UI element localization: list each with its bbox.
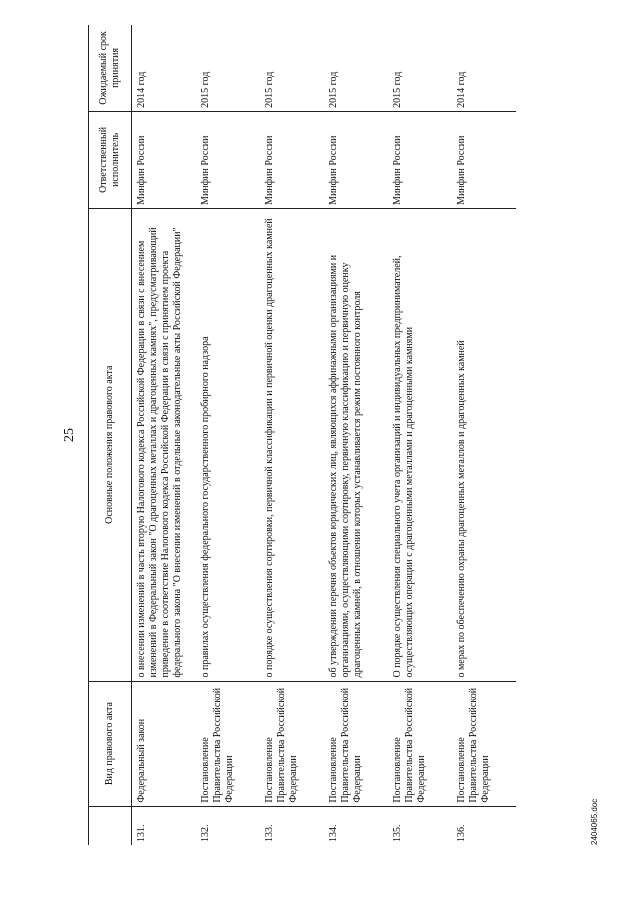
- table-row: [196, 25, 260, 845]
- header-act-type: Вид правового акта: [89, 681, 132, 806]
- act-provisions: о правилах осуществления федерального государственного пробирного надзора: [196, 208, 260, 681]
- act-executor: Минфин России: [196, 111, 260, 208]
- header-executor: Ответственный исполнитель: [89, 111, 132, 208]
- document-file-code: 2404065.doc: [590, 798, 599, 845]
- row-number: 135.: [392, 824, 403, 842]
- header-provisions: Основные положения правового акта: [89, 208, 132, 681]
- act-type: Постановление Правительства Российской Федерации: [196, 681, 260, 806]
- row-number: 133.: [264, 824, 275, 842]
- act-provisions: о внесении изменений в часть вторую Налогового кодекса Российской Федерации в связи с внесением изменений в Федеральный закон "О драгоценных металлах и драгоценных камнях", предусматривающий приведение в соответствие Налогового кодекса Российской Федерации в связи с принятием проекта федерального закона "О внесении изменений в отдельные законодательные акты Российской Федерации": [132, 208, 197, 681]
- act-term: 2014 год: [452, 25, 516, 111]
- act-type: Постановление Правительства Российской Федерации: [452, 681, 516, 806]
- table-row: [388, 25, 452, 845]
- act-provisions: О порядке осуществления специального учета организаций и индивидуальных предпринимателей, осуществляющих операции с драгоценными металлами и драгоценными камнями: [388, 208, 452, 681]
- act-term: 2015 год: [388, 25, 452, 111]
- act-type: Федеральный закон: [132, 681, 197, 806]
- table-header-row: [89, 25, 132, 845]
- act-type: Постановление Правительства Российской Федерации: [324, 681, 388, 806]
- document-sheet: [58, 25, 613, 845]
- row-number: 131.: [136, 824, 147, 842]
- act-provisions: о мерах по обеспечению охраны драгоценных металлов и драгоценных камней: [452, 208, 516, 681]
- table-row: [452, 25, 516, 845]
- act-executor: Минфин России: [324, 111, 388, 208]
- act-type: Постановление Правительства Российской Федерации: [260, 681, 324, 806]
- act-term: 2015 год: [260, 25, 324, 111]
- legal-acts-table: [88, 25, 516, 845]
- act-type: Постановление Правительства Российской Федерации: [388, 681, 452, 806]
- table-row: [324, 25, 388, 845]
- row-number: 134.: [328, 824, 339, 842]
- act-provisions: о порядке осуществления сортировки, первичной классификации и первичной оценки драгоценных камней: [260, 208, 324, 681]
- act-term: 2014 год: [132, 25, 197, 111]
- row-number: 132.: [200, 824, 211, 842]
- act-term: 2015 год: [324, 25, 388, 111]
- table-row: [132, 25, 197, 845]
- table-row: [260, 25, 324, 845]
- header-term: Ожидаемый срок принятия: [89, 25, 132, 111]
- act-executor: Минфин России: [132, 111, 197, 208]
- act-executor: Минфин России: [260, 111, 324, 208]
- header-number: [89, 806, 132, 845]
- act-provisions: об утверждении перечня объектов юридических лиц, являющихся аффинажными организациями и организациями, осуществляющими сортировку, первичную классификацию и первичную оценку драгоценных камней, в отношении которых устанавливается режим постоянного контроля: [324, 208, 388, 681]
- act-term: 2015 год: [196, 25, 260, 111]
- act-executor: Минфин России: [452, 111, 516, 208]
- page-number: 25: [62, 428, 77, 442]
- row-number: 136.: [456, 824, 467, 842]
- act-executor: Минфин России: [388, 111, 452, 208]
